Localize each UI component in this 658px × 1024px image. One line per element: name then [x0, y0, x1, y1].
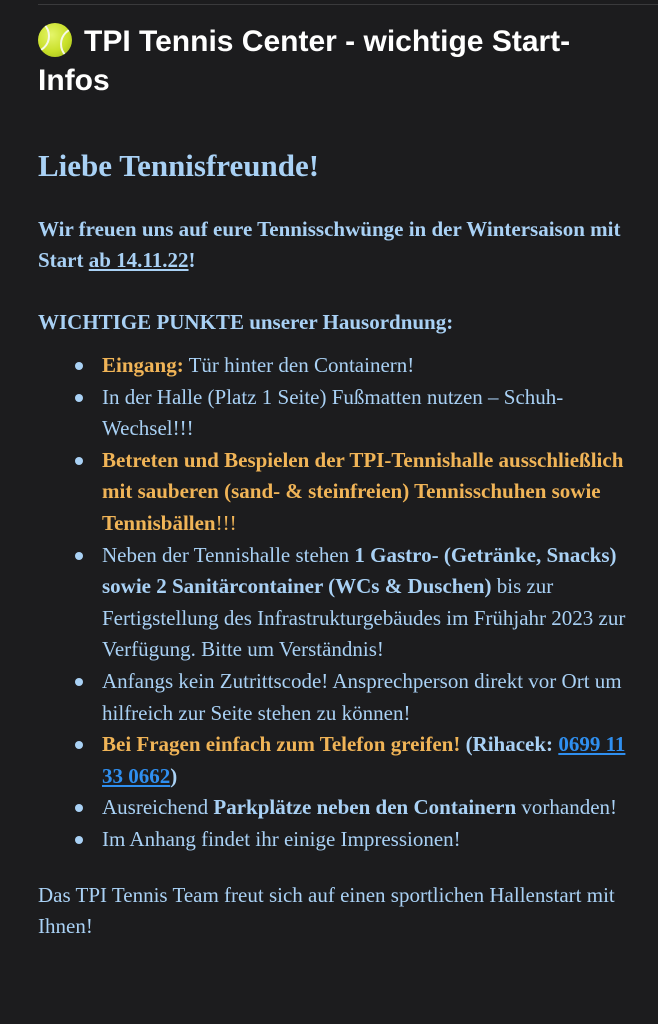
list-item-halle [38, 382, 638, 445]
points-heading: WICHTIGE PUNKTE unserer Hausordnung: [38, 310, 454, 334]
list-item-anhang [38, 824, 638, 856]
email-body [38, 140, 638, 942]
start-date-link[interactable]: ab 14.11.22 [88, 248, 189, 272]
neben-start: Neben der Tennishalle stehen [102, 542, 355, 567]
closing-text: Das TPI Tennis Team freut sich auf einen sportlichen Hallenstart mit Ihnen! [38, 882, 615, 938]
intro-paragraph [38, 214, 638, 276]
subject-text: TPI Tennis Center - wichtige Start-Infos [38, 25, 571, 97]
park-bold: Parkplätze neben den Containern [213, 795, 517, 820]
park-start: Ausreichend [102, 795, 214, 820]
list-item-zutritt [38, 666, 638, 729]
list-item-eingang [38, 350, 638, 382]
fragen-contact: (Rihacek: [460, 732, 559, 757]
fragen-close: ) [170, 763, 178, 788]
eingang-text: Tür hinter den Containern! [183, 353, 415, 377]
eingang-label: Eingang: [102, 353, 184, 377]
halle-text: In der Halle (Platz 1 Seite) Fußmatten nutzen – Schuh-Wechsel!!! [102, 384, 564, 441]
anfangs-text: Anfangs kein Zutrittscode! Ansprechperson direkt vor Ort um hilfreich zur Seite stehen zu können! [102, 668, 622, 725]
anhang-text: Im Anhang findet ihr einige Impressionen! [102, 826, 461, 851]
betreten-end: !!! [215, 510, 237, 535]
tennis-ball-icon [38, 23, 72, 57]
neben-bold: 1 Gastro- (Getränke, Snacks) sowie 2 Sanitärcontainer (WCs & Duschen) [102, 542, 617, 599]
fragen-bold: Bei Fragen einfach zum Telefon greifen! [102, 732, 461, 757]
intro-end: ! [188, 248, 196, 272]
betreten-bold: Betreten und Bespielen der TPI-Tennishalle ausschließlich mit sauberen (sand- & steinfreien) Tennisschuhen sowie Tennisbällen [102, 447, 624, 535]
greeting: Liebe Tennisfreunde! [38, 148, 320, 183]
rules-list [38, 350, 638, 856]
list-item-betreten [38, 445, 638, 540]
neben-end: bis zur Fertigstellung des Infrastrukturgebäudes im Frühjahr 2023 zur Verfügung. Bitte um Verständnis! [102, 574, 626, 662]
email-subject [38, 22, 638, 100]
header-divider [38, 4, 658, 5]
park-end: vorhanden! [516, 795, 618, 820]
list-item-parken [38, 792, 638, 824]
list-item-telefon [38, 729, 638, 792]
intro-text: Wir freuen uns auf eure Tennisschwünge in der Wintersaison mit Start [38, 217, 621, 272]
phone-link[interactable]: 0699 11 33 0662 [102, 732, 626, 788]
list-item-container [38, 540, 638, 666]
